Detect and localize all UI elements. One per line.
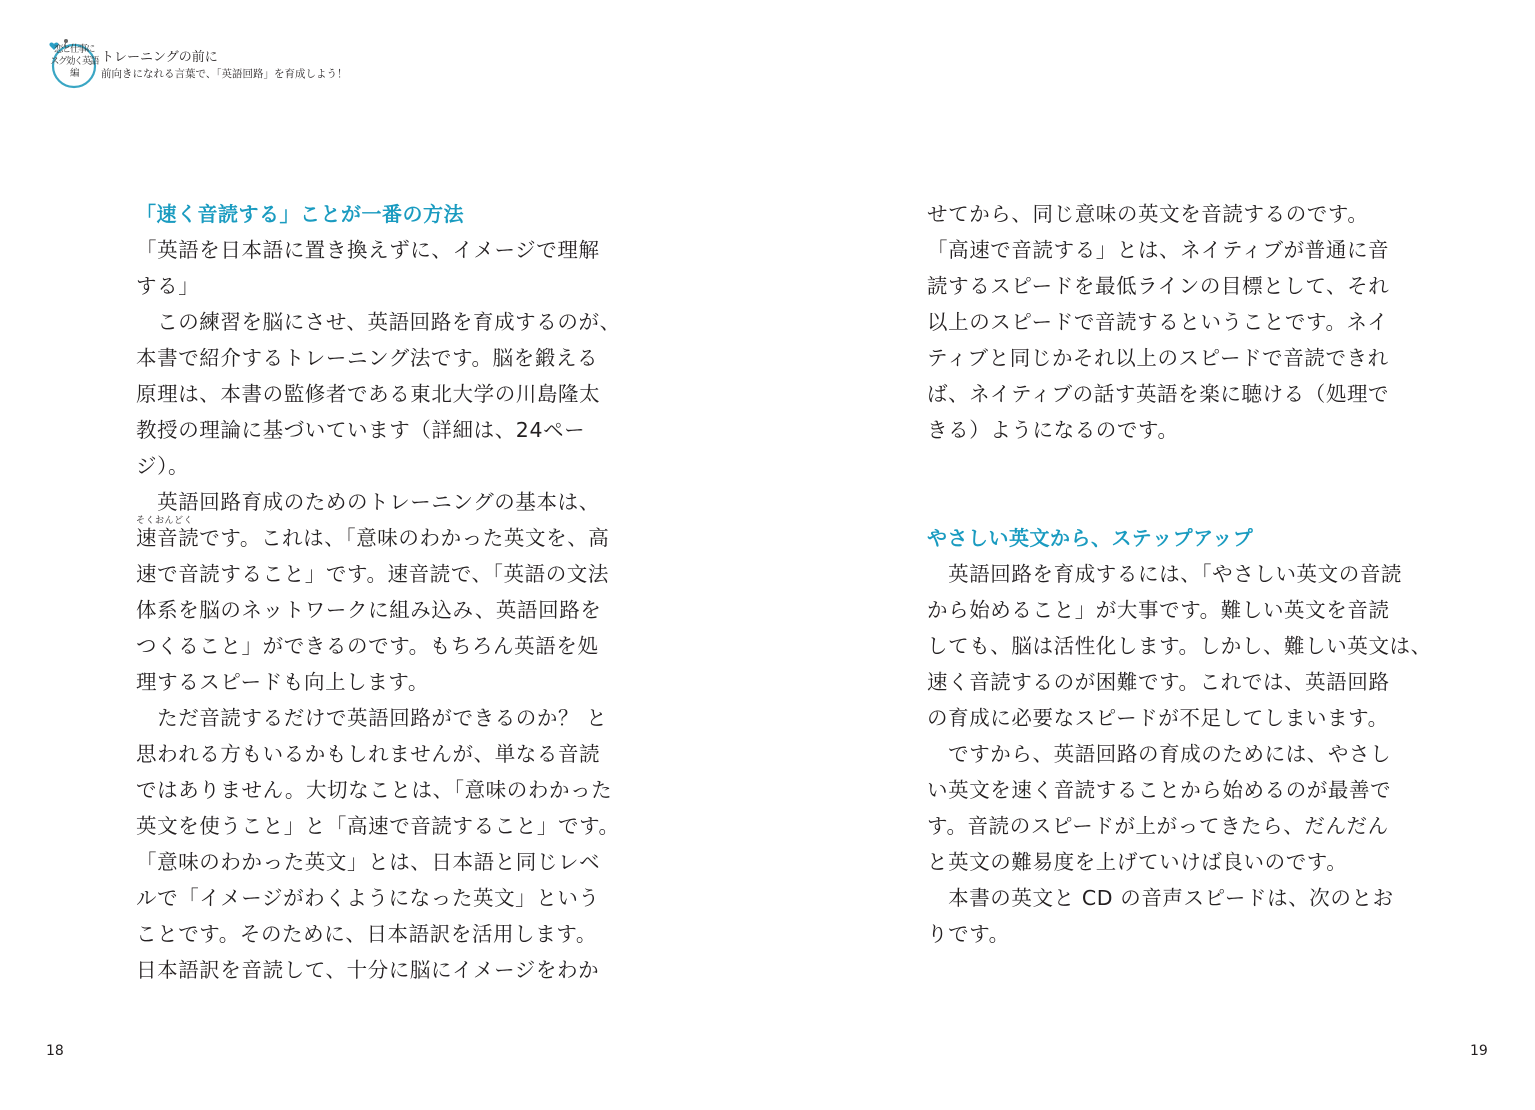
logo-line-3: 編 <box>69 68 78 79</box>
text-line: きる）ようになるのです。 <box>927 418 1179 442</box>
text-line: の育成に必要なスピードが不足してしまいます。 <box>927 706 1389 730</box>
left-page-body <box>136 196 621 988</box>
text-line: 「英語を日本語に置き換えずに、イメージで理解 <box>136 238 600 262</box>
text-line: 本書の英文と CD の音声スピードは、次のとお <box>927 886 1394 910</box>
text-line: 速く音読するのが困難です。これでは、英語回路 <box>927 670 1390 694</box>
section-heading-step-up: やさしい英文から、ステップアップ <box>927 526 1254 550</box>
text-line: する」 <box>136 274 200 298</box>
page-number-left: 18 <box>46 1043 64 1059</box>
logo-line-2: スグ効く英語 <box>49 56 98 67</box>
text-line: 原理は、本書の監修者である東北大学の川島隆太 <box>136 382 601 406</box>
text-line: ことです。そのために、日本語訳を活用します。 <box>136 922 597 946</box>
ruby-annotation: そくおんどく <box>136 516 194 526</box>
text-line: 教授の理論に基づいています（詳細は、24ペー <box>136 418 586 442</box>
text-line: 以上のスピードで音読するということです。ネイ <box>927 310 1389 334</box>
text-line: 英文を使うこと」と「高速で音読すること」です。 <box>136 814 620 838</box>
text-line: 本書で紹介するトレーニング法です。脳を鍛える <box>136 346 599 370</box>
text-line: す。音読のスピードが上がってきたら、だんだん <box>927 814 1389 838</box>
text-line: から始めること」が大事です。難しい英文を音読 <box>927 598 1390 622</box>
page-number-right: 19 <box>1470 1043 1488 1059</box>
text-line: 速音読です。これは、「意味のわかった英文を、高 <box>136 526 610 550</box>
text-line: 読するスピードを最低ラインの目標として、それ <box>927 274 1390 298</box>
text-line: この練習を脳にさせ、英語回路を育成するのが、 <box>136 310 621 334</box>
text-line: 「意味のわかった英文」とは、日本語と同じレベ <box>136 850 601 874</box>
text-line: つくること」ができるのです。もちろん英語を処 <box>136 634 599 658</box>
text-line-with-ruby <box>136 516 616 556</box>
text-line: ジ）。 <box>136 454 190 478</box>
text-line: 速で音読すること」です。速音読で、「英語の文法 <box>136 562 609 586</box>
series-logo <box>48 38 98 88</box>
text-line: 思われる方もいるかもしれませんが、単なる音読 <box>136 742 601 766</box>
text-line: ば、ネイティブの話す英語を楽に聴ける（処理で <box>927 382 1390 406</box>
chapter-title: トレーニングの前に <box>101 50 218 65</box>
text-line: い英文を速く音読することから始めるのが最善で <box>927 778 1392 802</box>
section-heading-fast-reading: 「速く音読する」ことが一番の方法 <box>136 202 464 226</box>
text-line: 「高速で音読する」とは、ネイティブが普通に音 <box>927 238 1390 262</box>
text-line: 日本語訳を音読して、十分に脳にイメージをわか <box>136 958 600 982</box>
text-line: ではありません。大切なことは、「意味のわかった <box>136 778 613 802</box>
text-line: ルで「イメージがわくようになった英文」という <box>136 886 600 910</box>
text-line: ただ音読するだけで英語回路ができるのか？ と <box>136 706 608 730</box>
text-line: 英語回路育成のためのトレーニングの基本は、 <box>136 490 600 514</box>
text-line: と英文の難易度を上げていけば良いのです。 <box>927 850 1348 874</box>
text-line: 英語回路を育成するには、「やさしい英文の音読 <box>927 562 1403 586</box>
text-line: 体系を脳のネットワークに組み込み、英語回路を <box>136 598 602 622</box>
text-line: りです。 <box>927 922 1010 946</box>
logo-text <box>48 44 100 80</box>
text-line: ティブと同じかそれ以上のスピードで音読できれ <box>927 346 1389 370</box>
text-line: 理するスピードも向上します。 <box>136 670 429 694</box>
logo-line-1: 恋と仕事に <box>53 44 94 55</box>
right-page-body <box>927 196 1432 952</box>
chapter-subtitle: 前向きになれる言葉で、「英語回路」を育成しよう！ <box>101 68 348 80</box>
text-line: ですから、英語回路の育成のためには、やさし <box>927 742 1392 766</box>
text-line: せてから、同じ意味の英文を音読するのです。 <box>927 202 1369 226</box>
text-line: しても、脳は活性化します。しかし、難しい英文は、 <box>927 634 1432 658</box>
section-spacer <box>927 448 1407 520</box>
